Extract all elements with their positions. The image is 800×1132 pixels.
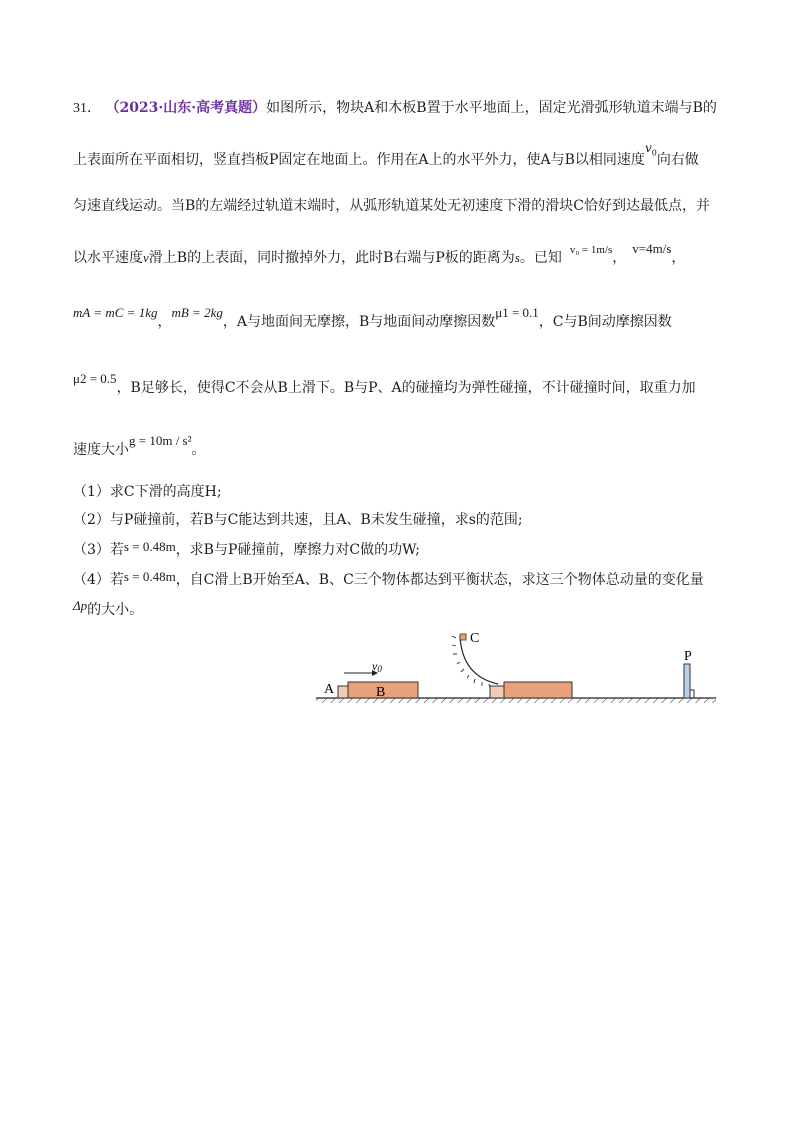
part-4: （4）若s = 0.48m，自C滑上B开始至A、B、C三个物体都达到平衡状态，求这三个物体总动量的变化量 <box>73 569 704 588</box>
label-b: B <box>376 685 386 700</box>
part-3: （3）若s = 0.48m，求B与P碰撞前，摩擦力对C做的功W; <box>73 539 420 558</box>
part-2: （2）与P碰撞前，若B与C能达到共速，且A、B未发生碰撞，求s的范围; <box>73 512 523 528</box>
question-text-2a: 上表面所在平面相切，竖直挡板P固定在地面上。作用在A上的水平外力，使A与B以相同速度 <box>73 152 645 168</box>
v0-symbol: $v_0$ <box>644 141 657 158</box>
question-text-1: 如图所示，物块A和木板B置于水平地面上，固定光滑弧形轨道末端与B的 <box>266 100 717 116</box>
plate-p <box>684 664 690 698</box>
question-text-4a: 以水平速度 <box>73 250 143 266</box>
question-text-5c: ，C与B间动摩擦因数 <box>538 314 672 330</box>
cond-mu1: μ1 = 0.1 <box>495 305 539 320</box>
label-v0: v0 <box>372 659 382 674</box>
block-c <box>460 634 466 640</box>
part-4-cont: Δp的大小。 <box>73 598 144 618</box>
delta-p: Δp <box>73 598 88 613</box>
part-3-math: s = 0.48m <box>123 539 176 554</box>
cond-g: g = 10m / s² <box>129 433 192 448</box>
part-1: （1）求C下滑的高度H; <box>73 484 222 500</box>
board-b-later <box>504 682 572 698</box>
question-line-3 <box>73 196 710 216</box>
question-text-7a: 速度大小 <box>73 442 129 458</box>
cond-v: v=4m/s <box>632 241 672 256</box>
block-a <box>338 686 348 698</box>
track-support <box>490 686 504 698</box>
cond-v0: v₀ = 1m/s <box>569 244 613 256</box>
cond-mu2: μ2 = 0.5 <box>73 371 117 386</box>
label-p: P <box>684 649 692 664</box>
cond-mb: mB = 2kg <box>171 305 223 320</box>
question-number: 31． <box>73 101 101 116</box>
question-line-4: 以水平速度v滑上B的上表面，同时撤掉外力，此时B右端与P板的距离为s。已知 $^{v_0 = 1m/s}$，v=4m/s， <box>73 241 686 266</box>
question-line-6 <box>73 371 696 398</box>
question-text-4b: 滑上B的上表面，同时撤掉外力，此时B右端与P板的距离为 <box>148 250 515 266</box>
physics-diagram <box>312 628 722 710</box>
question-text-5b: ，A与地面间无摩擦，B与地面间动摩擦因数 <box>222 314 496 330</box>
question-line-1 <box>73 98 717 119</box>
label-a: A <box>324 682 335 697</box>
distance-s: s <box>514 250 520 265</box>
question-text-6b: ，B足够长，使得C不会从B上滑下。B与P、A的碰撞均为弹性碰撞，不计碰撞时间，取重力加 <box>116 380 696 396</box>
question-line-5: mA = mC = 1kg，mB = 2kg，A与地面间无摩擦，B与地面间动摩擦因数μ1 = 0.1，C与B间动摩擦因数 <box>73 305 672 330</box>
question-line-2 <box>73 141 699 175</box>
question-text-4c: 。已知 <box>519 250 562 266</box>
question-text-3: 匀速直线运动。当B的左端经过轨道末端时，从弧形轨道某处无初速度下滑的滑块C恰好到达最低点，并 <box>73 198 710 214</box>
label-c: C <box>470 631 480 646</box>
question-line-7: 速度大小g = 10m / s²。 <box>73 433 206 458</box>
question-text-2b: 向右做 <box>656 152 699 168</box>
question-source: （2023·山东·高考真题） <box>105 100 267 116</box>
velocity-v: v <box>143 250 149 265</box>
part-4-math: s = 0.48m <box>123 569 176 584</box>
cond-masses: mA = mC = 1kg <box>73 305 158 320</box>
